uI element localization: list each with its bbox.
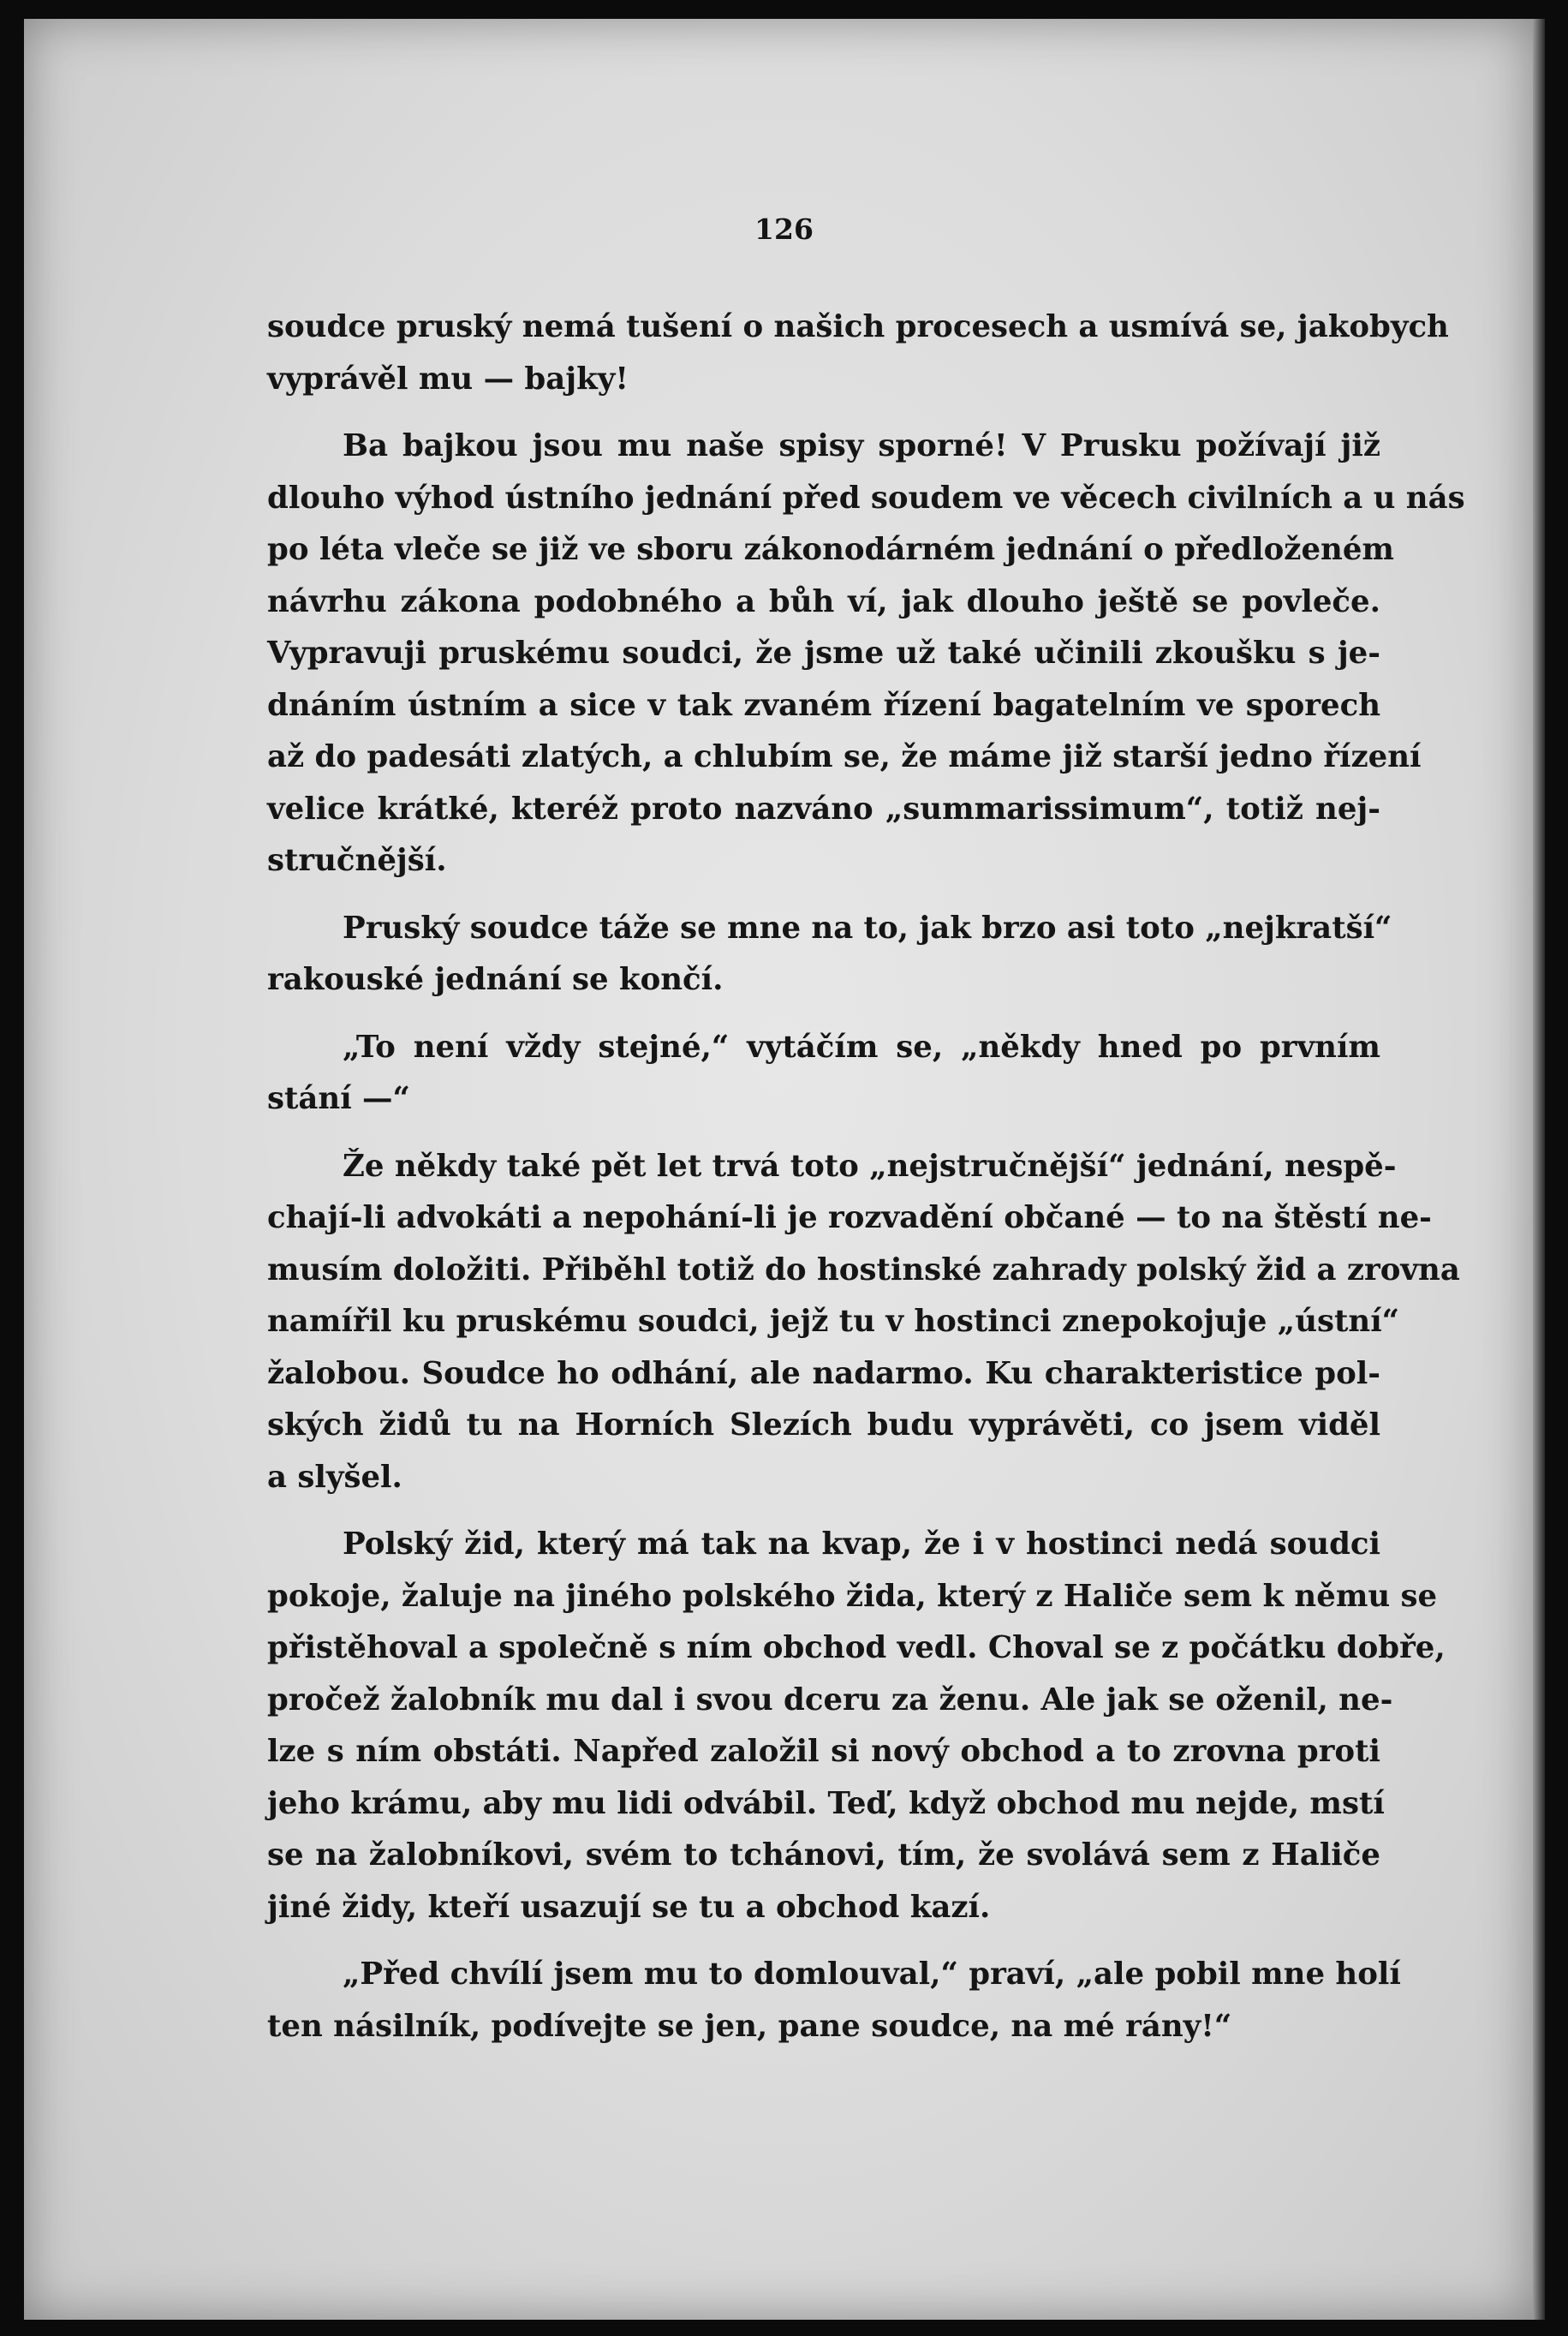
text-line: Pruský soudce táže se mne na to, jak brzo asi toto „nejkratší“ xyxy=(343,910,1392,946)
text-line: Polský žid, který má tak na kvap, že i v hostinci nedá soudci xyxy=(343,1526,1380,1562)
text-line: po léta vleče se již ve sboru zákonodárném jednání o předloženém xyxy=(267,532,1394,567)
text-line: ských židů tu na Horních Slezích budu vyprávěti, co jsem viděl xyxy=(267,1407,1380,1443)
text-line: velice krátké, kteréž proto nazváno „summarissimum“, totiž nej- xyxy=(267,791,1380,827)
page-edge-shadow xyxy=(1533,19,1545,2320)
text-line: soudce pruský nemá tušení o našich procesech a usmívá se, jakobych xyxy=(267,309,1449,344)
text-line: návrhu zákona podobného a bůh ví, jak dlouho ještě se povleče. xyxy=(267,583,1380,619)
paragraph xyxy=(267,302,1449,405)
paragraph xyxy=(267,1141,1460,1504)
text-line: dnáním ústním a sice v tak zvaném řízení bagatelním ve sporech xyxy=(267,687,1380,723)
text-line: pokoje, žaluje na jiného polského žida, který z Haliče sem k němu se xyxy=(267,1578,1438,1614)
text-line: vyprávěl mu — bajky! xyxy=(267,361,629,397)
paragraph xyxy=(267,1519,1446,1933)
text-line: musím doložiti. Přiběhl totiž do hostinské zahrady polský žid a zrovna xyxy=(267,1252,1460,1287)
paragraph xyxy=(267,1949,1401,2052)
text-line: rakouské jednání se končí. xyxy=(267,962,724,997)
text-line: Ba bajkou jsou mu naše spisy sporné! V Prusku požívají již xyxy=(343,428,1380,463)
text-line: se na žalobníkovi, svém to tchánovi, tím, že svolává sem z Haliče xyxy=(267,1837,1380,1873)
text-line: namířil ku pruskému soudci, jejž tu v hostinci znepokojuje „ústní“ xyxy=(267,1304,1400,1339)
text-line: dlouho výhod ústního jednání před soudem ve věcech civilních a u nás xyxy=(267,480,1465,516)
text-line: chají-li advokáti a nepohání-li je rozvadění občané — to na štěstí ne- xyxy=(267,1200,1432,1235)
text-line: „To není vždy stejné,“ vytáčím se, „někdy hned po prvním xyxy=(343,1029,1380,1065)
text-line: ten násilník, podívejte se jen, pane soudce, na mé rány!“ xyxy=(267,2008,1232,2044)
text-line: pročež žalobník mu dal i svou dceru za ženu. Ale jak se oženil, ne- xyxy=(267,1682,1393,1718)
body-text xyxy=(267,302,1465,2068)
text-line: lze s ním obstáti. Napřed založil si nový obchod a to zrovna proti xyxy=(267,1734,1380,1769)
paragraph xyxy=(267,421,1465,887)
text-line: Že někdy také pět let trvá toto „nejstručnější“ jednání, nespě- xyxy=(343,1148,1397,1184)
page-number: 126 xyxy=(754,212,814,246)
text-line: jiné židy, kteří usazují se tu a obchod kazí. xyxy=(267,1889,991,1925)
text-line: stručnější. xyxy=(267,843,447,878)
text-line: až do padesáti zlatých, a chlubím se, že máme již starší jedno řízení xyxy=(267,739,1422,774)
text-line: stání —“ xyxy=(267,1081,410,1116)
text-line: žalobou. Soudce ho odhání, ale nadarmo. Ku charakteristice pol- xyxy=(267,1355,1380,1391)
text-line: a slyšel. xyxy=(267,1459,402,1495)
paragraph xyxy=(267,903,1392,1007)
text-line: „Před chvílí jsem mu to domlouval,“ praví, „ale pobil mne holí xyxy=(343,1957,1401,1992)
paragraph xyxy=(267,1022,1380,1126)
text-line: jeho krámu, aby mu lidi odvábil. Teď, když obchod mu nejde, mstí xyxy=(267,1785,1385,1821)
text-line: přistěhoval a společně s ním obchod vedl. Choval se z počátku dobře, xyxy=(267,1630,1446,1665)
text-line: Vypravuji pruskému soudci, že jsme už také učinili zkoušku s je- xyxy=(267,636,1380,671)
